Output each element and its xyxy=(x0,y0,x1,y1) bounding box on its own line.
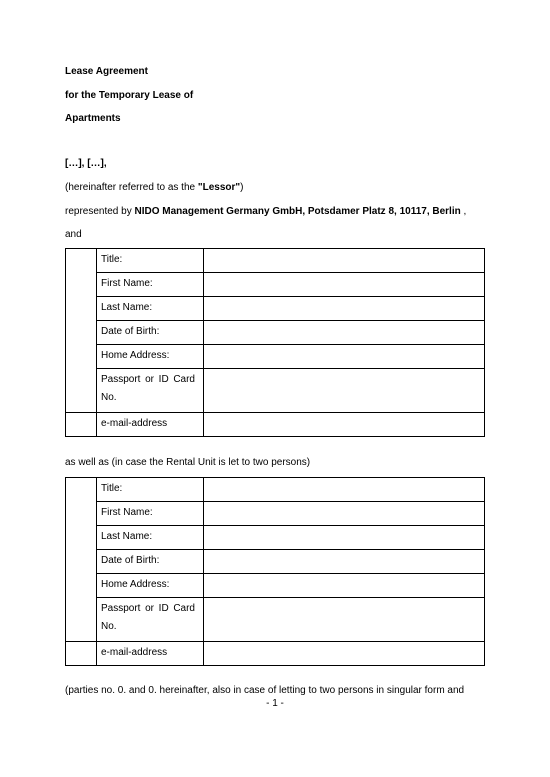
tenant-1-passport-field[interactable] xyxy=(204,369,485,413)
lessor-reference-prefix: (hereinafter referred to as the xyxy=(65,182,198,193)
represented-suffix: , xyxy=(460,206,467,217)
tenant-1-row-last-name xyxy=(66,297,485,321)
tenant-2-row-email xyxy=(66,642,485,666)
tenant-2-row-dob xyxy=(66,550,485,574)
label-home-address: Home Address: xyxy=(97,345,204,369)
label-email: e-mail-address xyxy=(97,642,204,666)
lessor-placeholder: […], […], xyxy=(65,158,107,169)
tenant-2-email-field[interactable] xyxy=(204,642,485,666)
tenant-1-last-name-field[interactable] xyxy=(204,297,485,321)
tenant-1-dob-field[interactable] xyxy=(204,321,485,345)
tenant-1-title-field[interactable] xyxy=(204,249,485,273)
tenant-1-address-field[interactable] xyxy=(204,345,485,369)
lessor-term: "Lessor" xyxy=(197,182,241,193)
label-passport xyxy=(97,598,204,642)
tenant-2-address-field[interactable] xyxy=(204,574,485,598)
label-passport-line-1: Passport or ID Card xyxy=(101,603,195,614)
tenant-1-row-address xyxy=(66,345,485,369)
tenant-1-row-title xyxy=(66,249,485,273)
lessor-reference-suffix: ) xyxy=(240,182,244,193)
title-line-2: for the Temporary Lease of xyxy=(65,90,194,101)
label-last-name: Last Name: xyxy=(97,297,204,321)
label-passport-line-1: Passport or ID Card xyxy=(101,374,195,385)
tenant-2-row-title xyxy=(66,478,485,502)
tenant-2-number-cell xyxy=(66,478,97,642)
label-email: e-mail-address xyxy=(97,413,204,437)
page-number: - 1 - xyxy=(266,698,284,709)
label-date-of-birth: Date of Birth: xyxy=(97,321,204,345)
lessor-reference xyxy=(65,182,243,194)
and-conjunction: and xyxy=(65,229,82,240)
label-title: Title: xyxy=(97,249,204,273)
represented-by xyxy=(65,206,466,218)
tenant-1-row-passport xyxy=(66,369,485,413)
second-tenant-intro: as well as (in case the Rental Unit is let to two persons) xyxy=(65,457,311,468)
tenant-2-last-name-field[interactable] xyxy=(204,526,485,550)
label-home-address: Home Address: xyxy=(97,574,204,598)
tenant-2-row-passport xyxy=(66,598,485,642)
label-date-of-birth: Date of Birth: xyxy=(97,550,204,574)
tenant-2-first-name-field[interactable] xyxy=(204,502,485,526)
tenant-1-first-name-field[interactable] xyxy=(204,273,485,297)
tenant-2-title-field[interactable] xyxy=(204,478,485,502)
tenant-1-number-cell xyxy=(66,249,97,413)
label-title: Title: xyxy=(97,478,204,502)
closing-paragraph: (parties no. 0. and 0. hereinafter, also in case of letting to two persons in singular form and xyxy=(65,685,465,696)
tenant-2-row-first-name xyxy=(66,502,485,526)
label-passport-line-2: No. xyxy=(101,621,117,632)
tenant-1-table xyxy=(65,248,485,437)
tenant-1-row-first-name xyxy=(66,273,485,297)
tenant-1-email-number-cell xyxy=(66,413,97,437)
represented-prefix: represented by xyxy=(65,206,135,217)
label-passport-line-2: No. xyxy=(101,392,117,403)
tenant-1-row-email xyxy=(66,413,485,437)
label-last-name: Last Name: xyxy=(97,526,204,550)
label-first-name: First Name: xyxy=(97,502,204,526)
tenant-2-row-address xyxy=(66,574,485,598)
title-line-1: Lease Agreement xyxy=(65,66,148,77)
tenant-2-email-number-cell xyxy=(66,642,97,666)
tenant-2-table xyxy=(65,477,485,666)
tenant-1-row-dob xyxy=(66,321,485,345)
represented-company: NIDO Management Germany GmbH, Potsdamer Platz 8, 10117, Berlin xyxy=(134,206,461,217)
label-passport xyxy=(97,369,204,413)
label-first-name: First Name: xyxy=(97,273,204,297)
tenant-1-email-field[interactable] xyxy=(204,413,485,437)
tenant-2-row-last-name xyxy=(66,526,485,550)
tenant-2-passport-field[interactable] xyxy=(204,598,485,642)
tenant-2-dob-field[interactable] xyxy=(204,550,485,574)
title-line-3: Apartments xyxy=(65,113,121,124)
